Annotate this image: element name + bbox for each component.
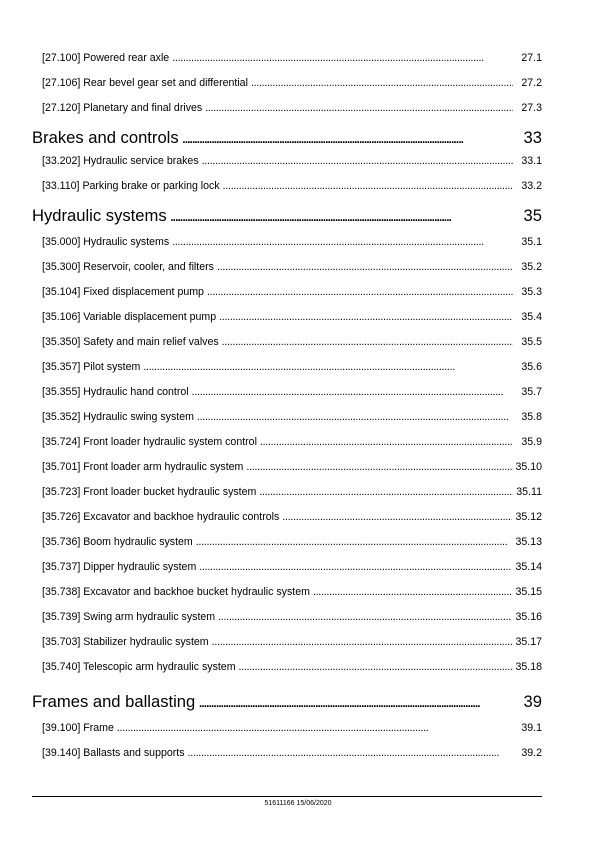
toc-section-title: Frames and ballasting — [32, 692, 196, 711]
toc-section-heading[interactable] — [32, 206, 542, 226]
toc-entry[interactable] — [42, 561, 542, 573]
toc-entry-title: [39.100] Frame — [42, 722, 114, 734]
toc-entry-page: 35.1 — [521, 236, 542, 248]
toc-section-title: Brakes and controls — [32, 128, 179, 147]
toc-entry-title: [35.350] Safety and main relief valves — [42, 336, 219, 348]
toc-entry-title: [39.140] Ballasts and supports — [42, 747, 185, 759]
toc-entry[interactable] — [42, 102, 542, 114]
toc-entry-title: [35.106] Variable displacement pump — [42, 311, 217, 323]
footer-document-id: 51611166 15/06/2020 — [264, 800, 332, 807]
toc-entry-page: 35.5 — [521, 336, 542, 348]
toc-entry-title: [35.701] Front loader arm hydraulic system — [42, 461, 244, 473]
dot-leader — [207, 286, 513, 298]
toc-entry[interactable] — [42, 336, 542, 348]
toc-entry[interactable] — [42, 636, 542, 648]
toc-entry[interactable] — [42, 661, 542, 673]
toc-entry-title: [35.740] Telescopic arm hydraulic system — [42, 661, 236, 673]
toc-entry-title: [35.736] Boom hydraulic system — [42, 536, 193, 548]
toc-entry-page: 35.11 — [516, 486, 542, 498]
dot-leader — [182, 128, 517, 148]
dot-leader — [172, 236, 513, 248]
toc-entry-title: [27.120] Planetary and final drives — [42, 102, 203, 114]
toc-entry-title: [35.724] Front loader hydraulic system control — [42, 436, 257, 448]
dot-leader — [251, 77, 513, 89]
toc-entry-title: [35.355] Hydraulic hand control — [42, 386, 189, 398]
toc-entry[interactable] — [42, 722, 542, 734]
toc-entry-title: [27.100] Powered rear axle — [42, 52, 170, 64]
toc-entry[interactable] — [42, 436, 542, 448]
dot-leader — [212, 636, 513, 648]
toc-entry[interactable] — [42, 261, 542, 273]
toc-entry[interactable] — [42, 236, 542, 248]
toc-entry-title: [35.703] Stabilizer hydraulic system — [42, 636, 209, 648]
toc-entry-title: [35.739] Swing arm hydraulic system — [42, 611, 216, 623]
toc-entry-page: 35.9 — [521, 436, 542, 448]
toc-entry[interactable] — [42, 536, 542, 548]
dot-leader — [197, 411, 513, 423]
toc-section-page: 39 — [523, 692, 542, 711]
toc-section-title: Hydraulic systems — [32, 206, 167, 225]
dot-leader — [172, 52, 513, 64]
toc-entry-title: [35.357] Pilot system — [42, 361, 141, 373]
toc-entry[interactable] — [42, 386, 542, 398]
toc-entry-page: 35.14 — [515, 561, 542, 573]
toc-entry-page: 35.17 — [515, 636, 542, 648]
dot-leader — [199, 561, 512, 573]
toc-entry-page: 35.13 — [515, 536, 542, 548]
toc-entry-title: [33.202] Hydraulic service brakes — [42, 155, 199, 167]
toc-entry[interactable] — [42, 180, 542, 192]
toc-section-page: 33 — [523, 128, 542, 147]
toc-entry-title: [35.723] Front loader bucket hydraulic system — [42, 486, 257, 498]
dot-leader — [117, 722, 513, 734]
dot-leader — [313, 586, 513, 598]
toc-entry-title: [27.106] Rear bevel gear set and differential — [42, 77, 248, 89]
toc-entry-page: 35.3 — [521, 286, 542, 298]
toc-entry-page: 35.7 — [521, 386, 542, 398]
dot-leader — [239, 661, 513, 673]
toc-entry-title: [35.104] Fixed displacement pump — [42, 286, 204, 298]
toc-entry[interactable] — [42, 311, 542, 323]
dot-leader — [188, 747, 513, 759]
dot-leader — [205, 102, 513, 114]
toc-entry[interactable] — [42, 411, 542, 423]
toc-entry[interactable] — [42, 586, 542, 598]
toc-entry[interactable] — [42, 155, 542, 167]
dot-leader — [219, 311, 513, 323]
toc-entry[interactable] — [42, 361, 542, 373]
toc-entry-page: 35.4 — [521, 311, 542, 323]
toc-entry-title: [35.737] Dipper hydraulic system — [42, 561, 197, 573]
toc-entry[interactable] — [42, 486, 542, 498]
toc-entry[interactable] — [42, 77, 542, 89]
toc-section-page: 35 — [523, 206, 542, 225]
dot-leader — [170, 206, 517, 226]
dot-leader — [260, 436, 513, 448]
toc-entry-page: 33.2 — [521, 180, 542, 192]
dot-leader — [222, 336, 513, 348]
toc-entry-page: 35.12 — [515, 511, 542, 523]
dot-leader — [196, 536, 513, 548]
toc-entry-title: [33.110] Parking brake or parking lock — [42, 180, 220, 192]
toc-entry-page: 27.3 — [521, 102, 542, 114]
dot-leader — [143, 361, 513, 373]
dot-leader — [246, 461, 512, 473]
dot-leader — [223, 180, 513, 192]
toc-section-heading[interactable] — [32, 692, 542, 712]
toc-entry[interactable] — [42, 52, 542, 64]
toc-entry-page: 27.1 — [521, 52, 542, 64]
toc-entry-title: [35.000] Hydraulic systems — [42, 236, 170, 248]
dot-leader — [259, 486, 513, 498]
toc-entry-page: 27.2 — [521, 77, 542, 89]
toc-section-heading[interactable] — [32, 128, 542, 148]
toc-entry[interactable] — [42, 461, 542, 473]
toc-entry-title: [35.300] Reservoir, cooler, and filters — [42, 261, 214, 273]
toc-entry-title: [35.738] Excavator and backhoe bucket hydraulic system — [42, 586, 310, 598]
dot-leader — [198, 692, 517, 712]
toc-entry[interactable] — [42, 747, 542, 759]
toc-entry-page: 39.2 — [521, 747, 542, 759]
toc-entry-page: 33.1 — [521, 155, 542, 167]
toc-entry-page: 35.2 — [521, 261, 542, 273]
toc-entry-page: 35.16 — [515, 611, 542, 623]
toc-entry-page: 35.8 — [521, 411, 542, 423]
toc-entry-page: 35.15 — [515, 586, 542, 598]
toc-entry-page: 35.6 — [521, 361, 542, 373]
toc-entry-title: [35.352] Hydraulic swing system — [42, 411, 194, 423]
toc-entry-title: [35.726] Excavator and backhoe hydraulic controls — [42, 511, 280, 523]
dot-leader — [282, 511, 512, 523]
toc-entry-page: 35.18 — [515, 661, 542, 673]
dot-leader — [202, 155, 513, 167]
toc-entry[interactable] — [42, 611, 542, 623]
dot-leader — [192, 386, 513, 398]
toc-entry-page: 35.10 — [515, 461, 542, 473]
toc-entry-page: 39.1 — [521, 722, 542, 734]
toc-entry[interactable] — [42, 286, 542, 298]
dot-leader — [218, 611, 512, 623]
dot-leader — [217, 261, 513, 273]
toc-entry[interactable] — [42, 511, 542, 523]
footer-divider — [32, 796, 542, 797]
